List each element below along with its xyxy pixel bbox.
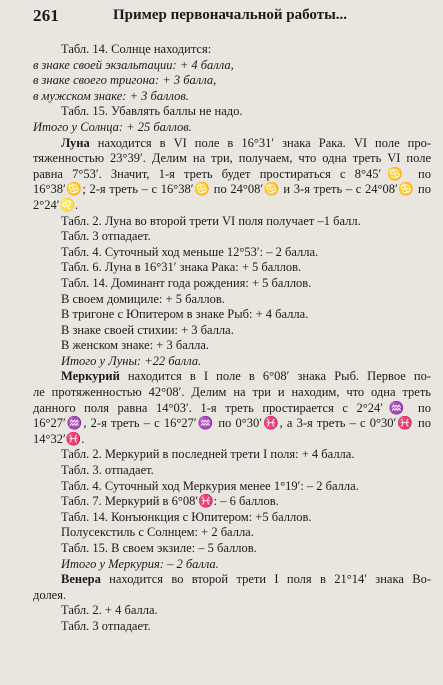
text-line: Табл. 3 отпадает.	[61, 618, 151, 633]
text-line: Полусекстиль с Солнцем: + 2 балла.	[61, 525, 254, 540]
paragraph-line: равна 7°53′. Значит, 1-я треть будет простираться с 8°45′♋ по	[33, 166, 431, 181]
planet-name: Венера	[61, 572, 101, 587]
text-line: Табл. 2. Меркурий в последней трети I поля: + 4 балла.	[61, 447, 355, 462]
paragraph-line: Меркурий находится в I поле в 6°08′ знака Рыб. Первое по-	[61, 369, 431, 384]
page-header	[33, 6, 433, 28]
text-line: Табл. 4. Суточный ход Меркурия менее 1°19′: – 2 балла.	[61, 478, 359, 493]
paragraph-line: ле протяженностью 42°08′. Делим на три и находим, что одна треть	[33, 385, 431, 400]
text-line: Табл. 7. Меркурий в 6°08′♓: – 6 баллов.	[61, 494, 279, 509]
text-line: Табл. 15. В своем экзиле: – 5 баллов.	[61, 541, 257, 555]
text-line: Табл. 14. Солнце находится:	[61, 42, 212, 56]
paragraph-line: тяженностью 23°39′. Делим на три, получаем, что одна треть VI поле	[33, 151, 431, 166]
total-line: Итого у Меркурия: – 2 балла.	[61, 556, 219, 571]
text-line: в знаке своего тригона: + 3 балла,	[33, 73, 217, 88]
text-line: Табл. 6. Луна в 16°31′ знака Рака: + 5 баллов.	[61, 260, 302, 275]
paragraph-line: 16°27′♒, 2-я треть – с 16°27′♒ по 0°30′♓, а 3-я треть – с 0°30′♓ по	[33, 416, 431, 431]
running-title: Пример первоначальной работы...	[113, 7, 348, 23]
text-line: Табл. 4. Суточный ход меньше 12°53′: – 2 балла.	[61, 244, 319, 259]
text-line: Табл. 2. + 4 балла.	[61, 603, 158, 618]
paragraph-line: Венера находится во второй трети I поля в 21°14′ знака Во-	[61, 572, 431, 587]
text-line: В женском знаке: + 3 балла.	[61, 338, 210, 353]
text-line: Табл. 14. Конъюнкция с Юпитером: +5 баллов.	[61, 509, 312, 524]
text-line: Табл. 3 отпадает.	[61, 229, 151, 244]
paragraph-line: 14°32′♓.	[33, 431, 85, 446]
text-line: В своем домициле: + 5 баллов.	[61, 291, 225, 306]
paragraph-line: данного поля равна 14°03′. 1-я треть простирается с 2°24′♒ по	[33, 400, 431, 415]
paragraph-line: 2°24′♌.	[33, 197, 79, 212]
total-line: Итого у Луны: +22 балла.	[61, 353, 202, 368]
paragraph-line: 16°38′♋; 2-я треть – с 16°38′♋ по 24°08′♋ и 3-я треть – с 24°08′♋ по	[33, 182, 431, 197]
text-line: в мужском знаке: + 3 баллов.	[33, 88, 189, 103]
text-line: Итого у Солнца: + 25 баллов.	[33, 119, 192, 134]
text-line: в знаке своей экзальтации: + 4 балла,	[33, 57, 234, 72]
paragraph-line: долея.	[33, 587, 67, 602]
text-line: В тригоне с Юпитером в знаке Рыб: + 4 балла.	[61, 307, 309, 322]
paragraph-line: Луна находится в VI поле в 16°31′ знака Рака. VI поле про-	[61, 135, 431, 150]
text-line: Табл. 2. Луна во второй трети VI поля получает –1 балл.	[61, 213, 361, 228]
planet-name: Меркурий	[61, 369, 120, 384]
planet-name: Луна	[61, 135, 90, 150]
page-number: 261	[33, 6, 60, 25]
page-body	[33, 42, 431, 635]
text-line: Табл. 3. отпадает.	[61, 463, 154, 478]
text-line: Табл. 14. Доминант года рождения: + 5 баллов.	[61, 275, 312, 290]
text-line: Табл. 15. Убавлять баллы не надо.	[61, 104, 243, 119]
text-line: В знаке своей стихии: + 3 балла.	[61, 322, 234, 337]
